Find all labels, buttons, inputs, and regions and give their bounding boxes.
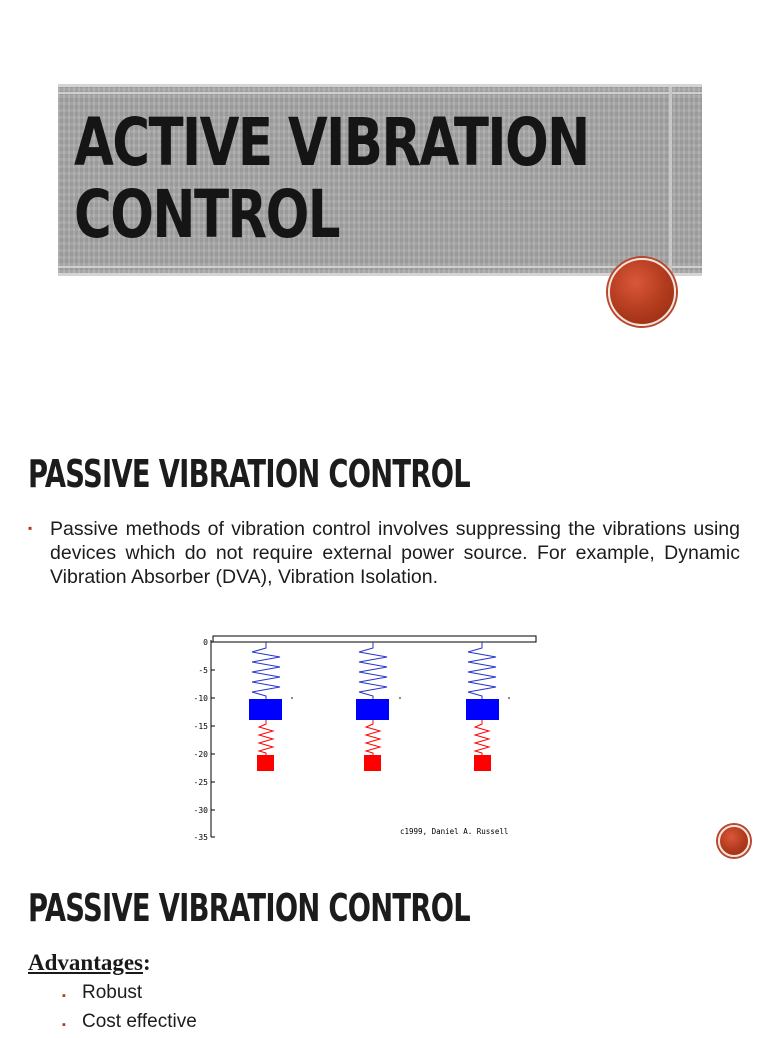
y-tick — [194, 806, 215, 815]
y-tick-label: -10 — [193, 694, 208, 703]
square-bullet-icon: ▪ — [62, 990, 66, 1002]
list-item — [28, 517, 740, 589]
y-tick-label: -35 — [193, 833, 208, 842]
y-tick — [194, 750, 215, 759]
lower-mass — [364, 755, 381, 771]
square-bullet-icon: ▪ — [28, 521, 33, 535]
spring-mass-unit-1 — [249, 642, 293, 771]
advantages-label: Advantages — [28, 950, 144, 975]
bullet-list — [28, 517, 740, 589]
upper-mass — [466, 699, 499, 720]
banner-stripe-right — [669, 87, 672, 273]
advantages-list — [62, 980, 197, 1038]
y-tick — [194, 833, 215, 842]
lower-spring — [259, 720, 273, 756]
y-tick — [194, 778, 215, 787]
decorative-circle-icon — [608, 258, 676, 326]
spring-mass-unit-3 — [466, 642, 510, 771]
y-tick-label: -30 — [193, 806, 208, 815]
decorative-circle-icon — [718, 825, 750, 857]
banner-stripe-bottom — [58, 266, 702, 268]
figure-credit: c1999, Daniel A. Russell — [400, 827, 509, 836]
slide-title-line-2: CONTROL — [74, 176, 340, 253]
y-ticks — [194, 638, 215, 842]
slide-title-line-1: ACTIVE VIBRATION — [74, 104, 589, 181]
title-banner — [58, 84, 702, 276]
upper-spring — [468, 642, 496, 700]
advantages-heading — [28, 950, 151, 976]
y-tick — [194, 722, 215, 731]
lower-spring — [475, 720, 489, 756]
y-tick — [198, 666, 215, 675]
advantage-text: Cost effective — [82, 1011, 197, 1032]
advantages-colon: : — [143, 950, 151, 975]
slide-title — [74, 104, 667, 253]
bullet-text: Passive methods of vibration control involves suppressing the vibrations using devices which do not require external power source. For example, Dynamic Vibration Absorber (DVA), Vibration Isolation. — [50, 518, 740, 588]
lower-spring — [366, 720, 380, 756]
advantage-text: Robust — [82, 982, 143, 1003]
lower-mass — [474, 755, 491, 771]
square-bullet-icon: ▪ — [62, 1019, 66, 1031]
upper-mass — [249, 699, 282, 720]
spring-mass-figure — [186, 632, 546, 844]
y-tick-label: -20 — [193, 750, 208, 759]
lower-mass — [257, 755, 274, 771]
list-item — [62, 980, 197, 1009]
section-heading-passive-2: PASSIVE VIBRATION CONTROL — [28, 886, 470, 930]
upper-mass — [356, 699, 389, 720]
y-tick-label: -5 — [198, 666, 208, 675]
banner-stripe-top — [58, 92, 702, 94]
y-tick — [194, 694, 215, 703]
y-tick-label: 0 — [203, 638, 208, 647]
y-tick-label: -15 — [193, 722, 208, 731]
upper-spring — [252, 642, 280, 700]
y-tick-label: -25 — [193, 778, 208, 787]
ceiling-bar — [213, 636, 536, 642]
upper-spring — [359, 642, 387, 700]
section-heading-passive-1: PASSIVE VIBRATION CONTROL — [28, 452, 470, 496]
spring-mass-unit-2 — [356, 642, 401, 771]
